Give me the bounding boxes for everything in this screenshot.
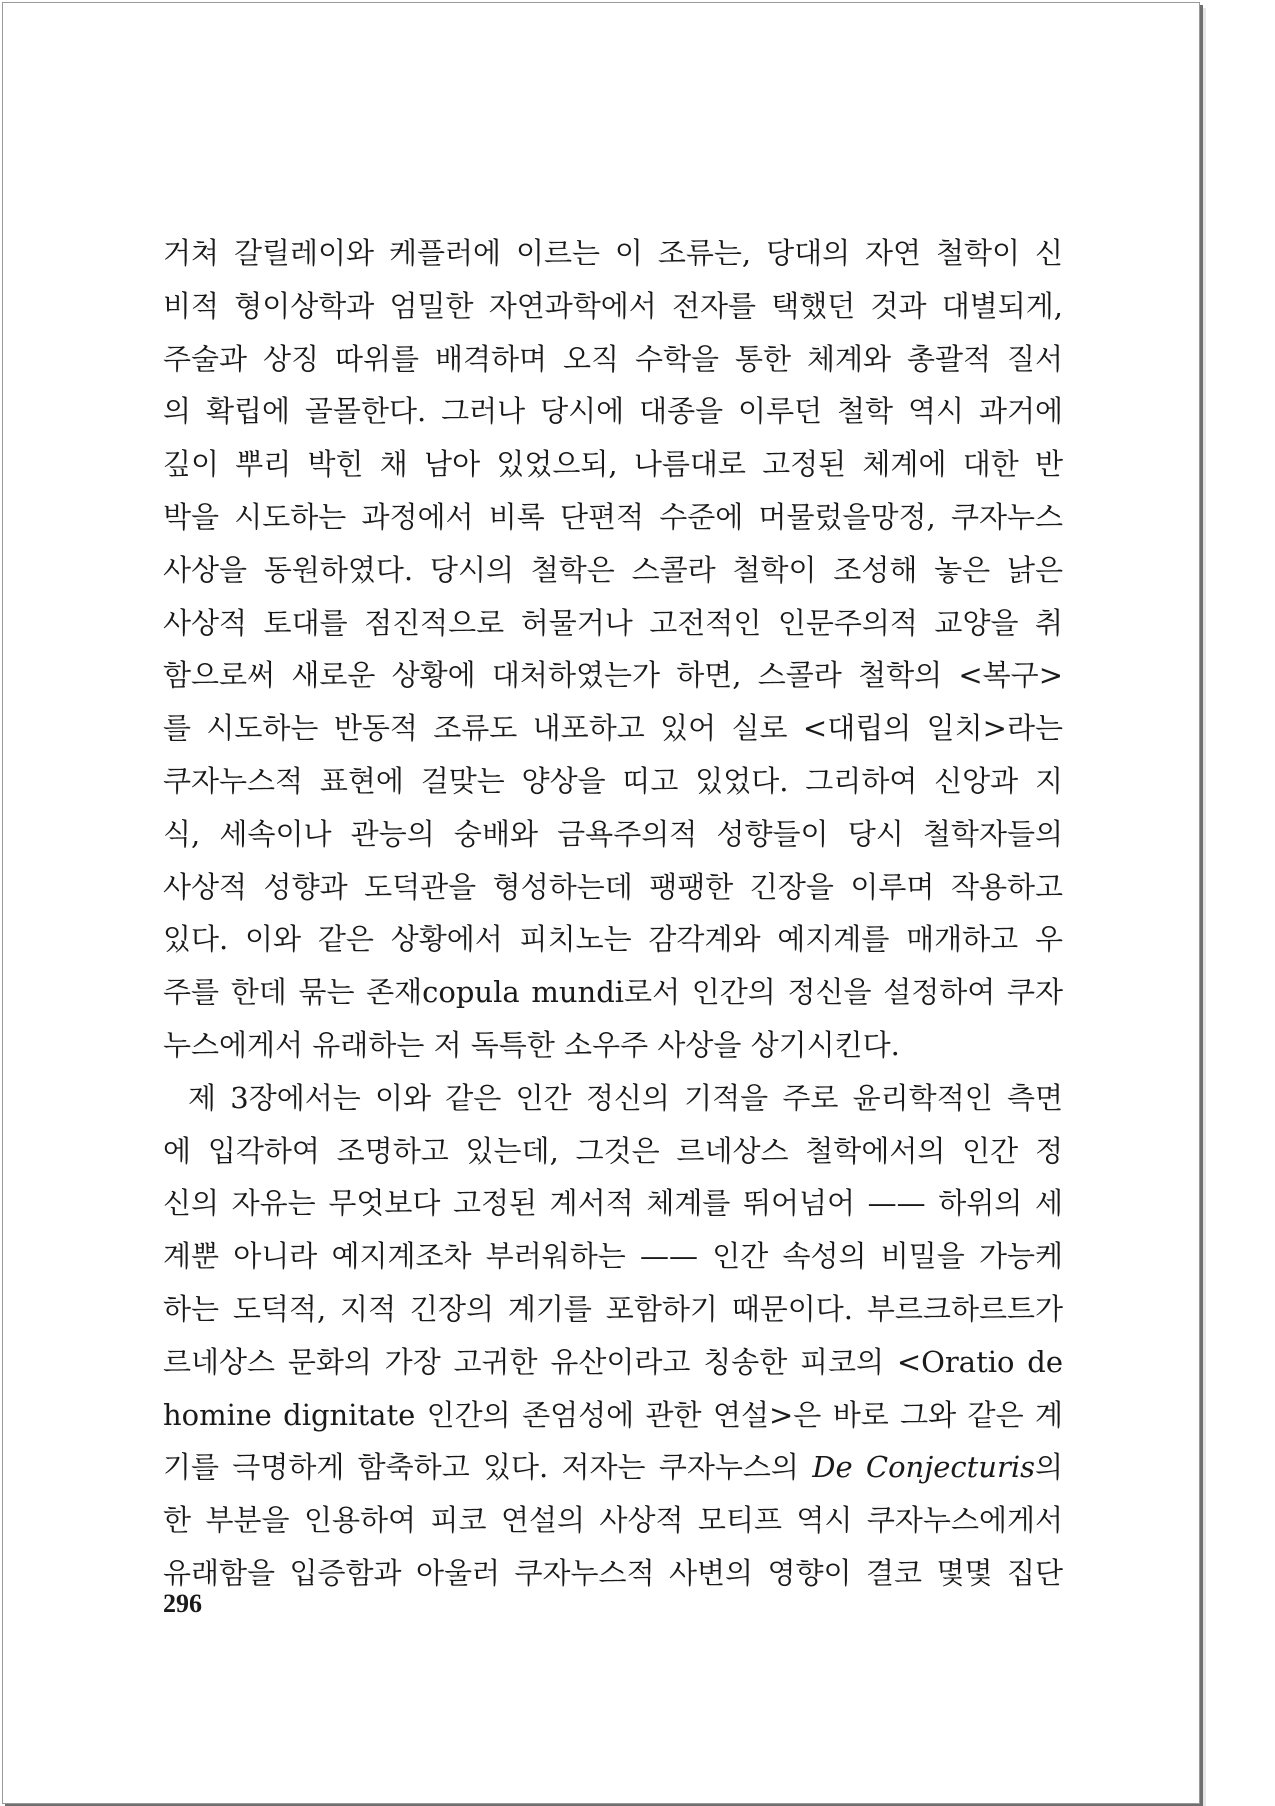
text-line: 주술과 상징 따위를 배격하며 오직 수학을 통한 체계와 총괄적 질서 [163,341,1063,376]
text-line: 누스에게서 유래하는 저 독특한 소우주 사상을 상기시킨다. [163,1027,900,1062]
text-line: 하는 도덕적, 지적 긴장의 계기를 포함하기 때문이다. 부르크하르트가 [163,1291,1063,1326]
text-line: 에 입각하여 조명하고 있는데, 그것은 르네상스 철학에서의 인간 정 [163,1133,1063,1168]
text-line: 한 부분을 인용하여 피코 연설의 사상적 모티프 역시 쿠자누스에게서 [163,1503,1063,1538]
text-line: 사상적 토대를 점진적으로 허물거나 고전적인 인문주의적 교양을 취 [163,605,1063,640]
text-line: 를 시도하는 반동적 조류도 내포하고 있어 실로 <대립의 일치>라는 [163,711,1063,746]
text-line: 사상적 성향과 도덕관을 형성하는데 팽팽한 긴장을 이루며 작용하고 [163,869,1063,904]
text-line: 식, 세속이나 관능의 숭배와 금욕주의적 성향들이 당시 철학자들의 [163,816,1063,851]
text-line [163,1441,1063,1494]
document-page [2,2,1200,1804]
text-line: 신의 자유는 무엇보다 고정된 계서적 체계를 뛰어넘어 —— 하위의 세 [163,1186,1063,1221]
text-line: 있다. 이와 같은 상황에서 피치노는 감각계와 예지계를 매개하고 우 [163,922,1063,957]
text-line: 쿠자누스적 표현에 걸맞는 양상을 띠고 있었다. 그리하여 신앙과 지 [163,763,1063,798]
text-line: 계뿐 아니라 예지계조차 부러워하는 —— 인간 속성의 비밀을 가능케 [163,1239,1063,1274]
text-line: 르네상스 문화의 가장 고귀한 유산이라고 칭송한 피코의 <Oratio de [163,1344,1063,1379]
text-segment: 기를 극명하게 함축하고 있다. 저자는 쿠자누스의 [163,1450,813,1485]
text-line: 유래함을 입증함과 아울러 쿠자누스적 사변의 영향이 결코 몇몇 집단 [163,1555,1063,1590]
text-line: 비적 형이상학과 엄밀한 자연과학에서 전자를 택했던 것과 대별되게, [163,288,1063,323]
text-line: 주를 한데 묶는 존재copula mundi로서 인간의 정신을 설정하여 쿠자 [163,975,1063,1010]
text-line: 사상을 동원하였다. 당시의 철학은 스콜라 철학이 조성해 놓은 낡은 [163,552,1063,587]
text-line: 제 3장에서는 이와 같은 인간 정신의 기적을 주로 윤리학적인 측면 [188,1080,1063,1115]
text-segment: 의 [1034,1450,1063,1485]
text-line: 거쳐 갈릴레이와 케플러에 이르는 이 조류는, 당대의 자연 철학이 신 [163,236,1063,270]
text-line: 의 확립에 골몰한다. 그러나 당시에 대종을 이루던 철학 역시 과거에 [163,394,1063,429]
text-line: 박을 시도하는 과정에서 비록 단편적 수준에 머물렀을망정, 쿠자누스 [163,499,1063,534]
text-line: 함으로써 새로운 상황에 대처하였는가 하면, 스콜라 철학의 <복구> [163,658,1063,693]
text-line: 깊이 뿌리 박힌 채 남아 있었으되, 나름대로 고정된 체계에 대한 반 [163,447,1063,482]
body-text [163,227,1063,1600]
page-number: 296 [163,1589,202,1618]
text-line: homine dignitate 인간의 존엄성에 관한 연설>은 바로 그와 같은 계 [163,1397,1063,1432]
italic-title: De Conjecturis [812,1450,1035,1485]
